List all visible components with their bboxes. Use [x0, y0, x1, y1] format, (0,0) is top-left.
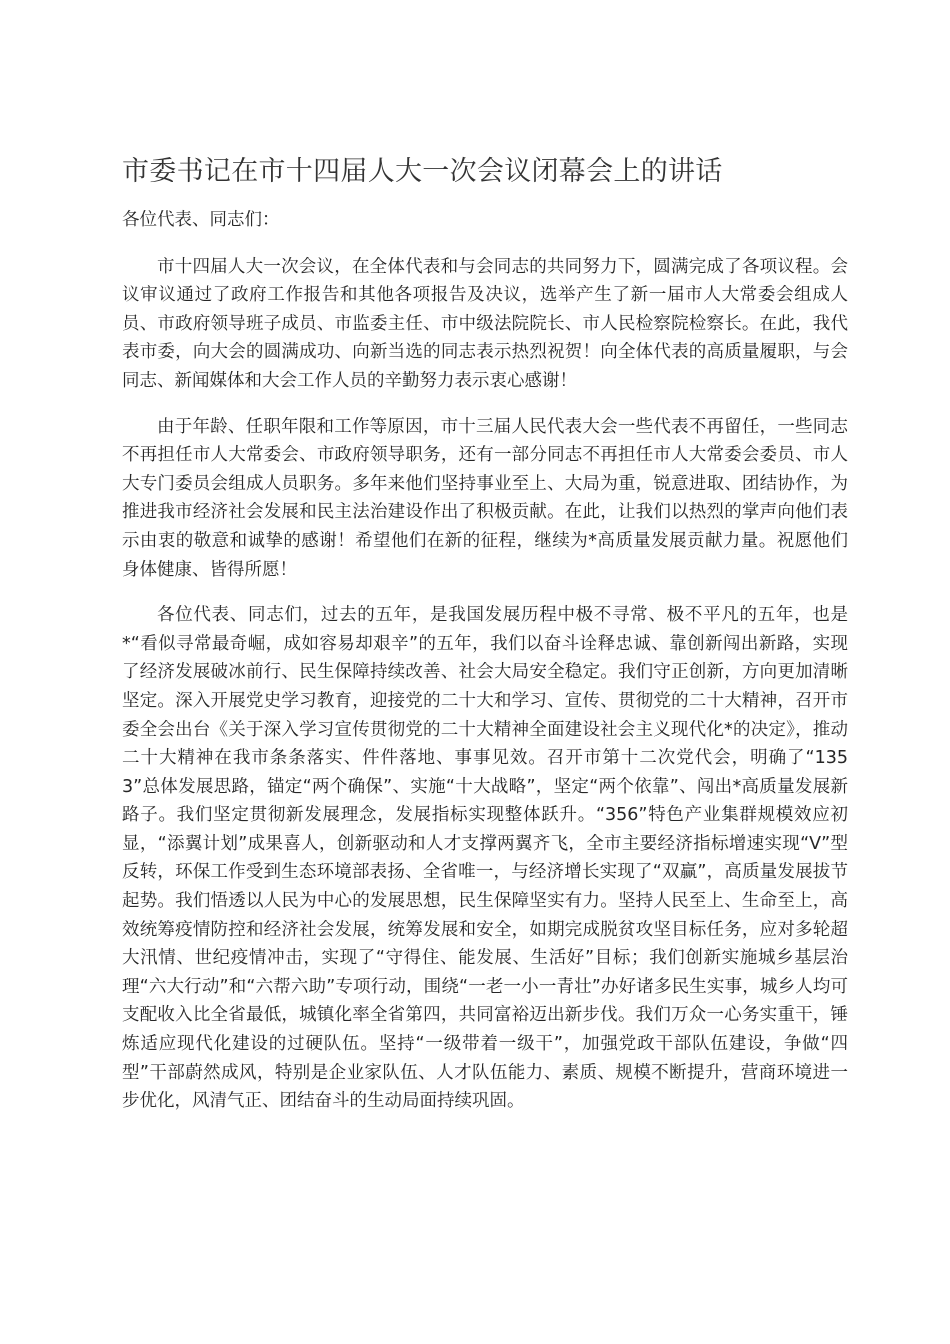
paragraph-2: 由于年龄、任职年限和工作等原因，市十三届人民代表大会一些代表不再留任，一些同志不再担任市人大常委会、市政府领导职务，还有一部分同志不再担任市人大常委会委员、市人大专门委员会组成人员职务。多年来他们坚持事业至上、大局为重，锐意进取、团结协作，为推进我市经济社会发展和民主法治建设作出了积极贡献。在此，让我们以热烈的掌声向他们表示由衷的敬意和诚挚的感谢！希望他们在新的征程，继续为*高质量发展贡献力量。祝愿他们身体健康、皆得所愿！ [122, 416, 848, 580]
document-title: 市委书记在市十四届人大一次会议闭幕会上的讲话 [122, 156, 723, 187]
salutation: 各位代表、同志们： [122, 210, 280, 230]
paragraph-1: 市十四届人大一次会议，在全体代表和与会同志的共同努力下，圆满完成了各项议程。会议审议通过了政府工作报告和其他各项报告及决议，选举产生了新一届市人大常委会组成人员、市政府领导班子成员、市监委主任、市中级法院院长、市人民检察院检察长。在此，我代表市委，向大会的圆满成功、向新当选的同志表示热烈祝贺！向全体代表的高质量履职，与会同志、新闻媒体和大会工作人员的辛勤努力表示衷心感谢！ [122, 256, 848, 391]
paragraph-3: 各位代表、同志们，过去的五年，是我国发展历程中极不寻常、极不平凡的五年，也是*“看似寻常最奇崛，成如容易却艰辛”的五年，我们以奋斗诠释忠诚、靠创新闯出新路，实现了经济发展破冰前行、民生保障持续改善、社会大局安全稳定。我们守正创新，方向更加清晰坚定。深入开展党史学习教育，迎接党的二十大和学习、宣传、贯彻党的二十大精神，召开市委全会出台《关于深入学习宣传贯彻党的二十大精神全面建设社会主义现代化*的决定》，推动二十大精神在我市条条落实、件件落地、事事见效。召开市第十二次党代会，明确了“1353”总体发展思路，锚定“两个确保”、实施“十大战略”，坚定“两个依靠”、闯出*高质量发展新路子。我们坚定贯彻新发展理念，发展指标实现整体跃升。“356”特色产业集群规模效应初显，“添翼计划”成果喜人，创新驱动和人才支撑两翼齐飞，全市主要经济指标增速实现“V”型反转，环保工作受到生态环境部表扬、全省唯一，与经济增长实现了“双赢”，高质量发展拔节起势。我们悟透以人民为中心的发展思想，民生保障坚实有力。坚持人民至上、生命至上，高效统筹疫情防控和经济社会发展，统筹发展和安全，如期完成脱贫攻坚目标任务，应对多轮超大汛情、世纪疫情冲击，实现了“守得住、能发展、生活好”目标；我们创新实施城乡基层治理“六大行动”和“六帮六助”专项行动，围绕“一老一小一青壮”办好诸多民生实事，城乡人均可支配收入比全省最低，城镇化率全省第四，共同富裕迈出新步伐。我们万众一心务实重干，锤炼适应现代化建设的过硬队伍。坚持“一级带着一级干”，加强党政干部队伍建设，争做“四型”干部蔚然成风，特别是企业家队伍、人才队伍能力、素质、规模不断提升，营商环境进一步优化，风清气正、团结奋斗的生动局面持续巩固。 [122, 605, 848, 1112]
document-body [122, 206, 848, 1133]
